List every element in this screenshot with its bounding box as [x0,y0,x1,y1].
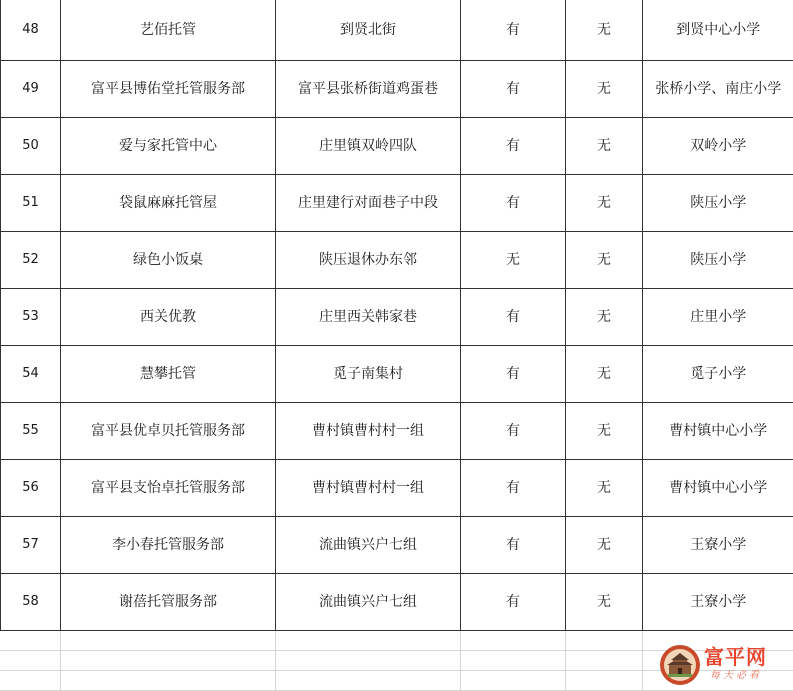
indicator-b-cell: 无 [566,460,643,517]
school-name-cell: 陕压小学 [643,232,793,289]
school-name-cell: 觅子小学 [643,346,793,403]
table-row [1,517,793,574]
empty-col-line [60,631,61,691]
indicator-b-cell: 无 [566,289,643,346]
table-row [1,175,793,232]
indicator-b-cell: 无 [566,61,643,118]
indicator-b-cell: 无 [566,118,643,175]
indicator-a-cell: 有 [461,61,566,118]
indicator-a-cell: 有 [461,517,566,574]
row-number-cell: 51 [1,175,61,232]
row-number-cell: 54 [1,346,61,403]
table-row [1,232,793,289]
row-number-cell: 53 [1,289,61,346]
indicator-b-cell: 无 [566,346,643,403]
row-number-cell: 57 [1,517,61,574]
table-row [1,289,793,346]
school-name-cell: 王寮小学 [643,517,793,574]
fuping-watermark [660,645,790,689]
indicator-a-cell: 有 [461,175,566,232]
address-cell: 富平县张桥街道鸡蛋巷 [276,61,461,118]
school-name-cell: 王寮小学 [643,574,793,631]
org-name-cell: 绿色小饭桌 [61,232,276,289]
org-name-cell: 爱与家托管中心 [61,118,276,175]
indicator-a-cell: 有 [461,289,566,346]
school-name-cell: 陕压小学 [643,175,793,232]
address-cell: 曹村镇曹村村一组 [276,460,461,517]
indicator-b-cell: 无 [566,517,643,574]
indicator-b-cell: 无 [566,403,643,460]
indicator-a-cell: 有 [461,118,566,175]
org-name-cell: 袋鼠麻麻托管屋 [61,175,276,232]
address-cell: 庄里镇双岭四队 [276,118,461,175]
org-name-cell: 谢蓓托管服务部 [61,574,276,631]
org-name-cell: 慧攀托管 [61,346,276,403]
address-cell: 庄里西关韩家巷 [276,289,461,346]
address-cell: 曹村镇曹村村一组 [276,403,461,460]
org-name-cell: 李小春托管服务部 [61,517,276,574]
empty-col-line [565,631,566,691]
indicator-a-cell: 无 [461,232,566,289]
indicator-a-cell: 有 [461,460,566,517]
indicator-a-cell: 有 [461,574,566,631]
org-name-cell: 艺佰托管 [61,0,276,61]
indicator-b-cell: 无 [566,0,643,61]
address-cell: 流曲镇兴户七组 [276,574,461,631]
org-name-cell: 富平县支怡卓托管服务部 [61,460,276,517]
indicator-a-cell: 有 [461,0,566,61]
row-number-cell: 58 [1,574,61,631]
row-number-cell: 48 [1,0,61,61]
school-name-cell: 双岭小学 [643,118,793,175]
table-row [1,460,793,517]
school-name-cell: 张桥小学、南庄小学 [643,61,793,118]
table-row [1,403,793,460]
watermark-slogan: 每天必看 [710,670,762,681]
school-name-cell: 庄里小学 [643,289,793,346]
row-number-cell: 55 [1,403,61,460]
org-name-cell: 西关优教 [61,289,276,346]
address-cell: 庄里建行对面巷子中段 [276,175,461,232]
address-cell: 陕压退休办东邻 [276,232,461,289]
school-name-cell: 曹村镇中心小学 [643,460,793,517]
address-cell: 觅子南集村 [276,346,461,403]
table-row [1,118,793,175]
org-name-cell: 富平县优卓贝托管服务部 [61,403,276,460]
row-number-cell: 52 [1,232,61,289]
indicator-a-cell: 有 [461,403,566,460]
school-name-cell: 到贤中心小学 [643,0,793,61]
watermark-site-name: 富平网 [704,645,767,669]
building-seal-icon [660,645,700,685]
school-name-cell: 曹村镇中心小学 [643,403,793,460]
address-cell: 流曲镇兴户七组 [276,517,461,574]
empty-col-line [460,631,461,691]
indicator-b-cell: 无 [566,574,643,631]
table-row [1,574,793,631]
empty-col-line [642,631,643,691]
empty-col-line [275,631,276,691]
indicator-b-cell: 无 [566,232,643,289]
address-cell: 到贤北街 [276,0,461,61]
row-number-cell: 56 [1,460,61,517]
row-number-cell: 49 [1,61,61,118]
table-row [1,0,793,61]
table-row [1,346,793,403]
table-row [1,61,793,118]
row-number-cell: 50 [1,118,61,175]
org-name-cell: 富平县博佑堂托管服务部 [61,61,276,118]
indicator-a-cell: 有 [461,346,566,403]
indicator-b-cell: 无 [566,175,643,232]
